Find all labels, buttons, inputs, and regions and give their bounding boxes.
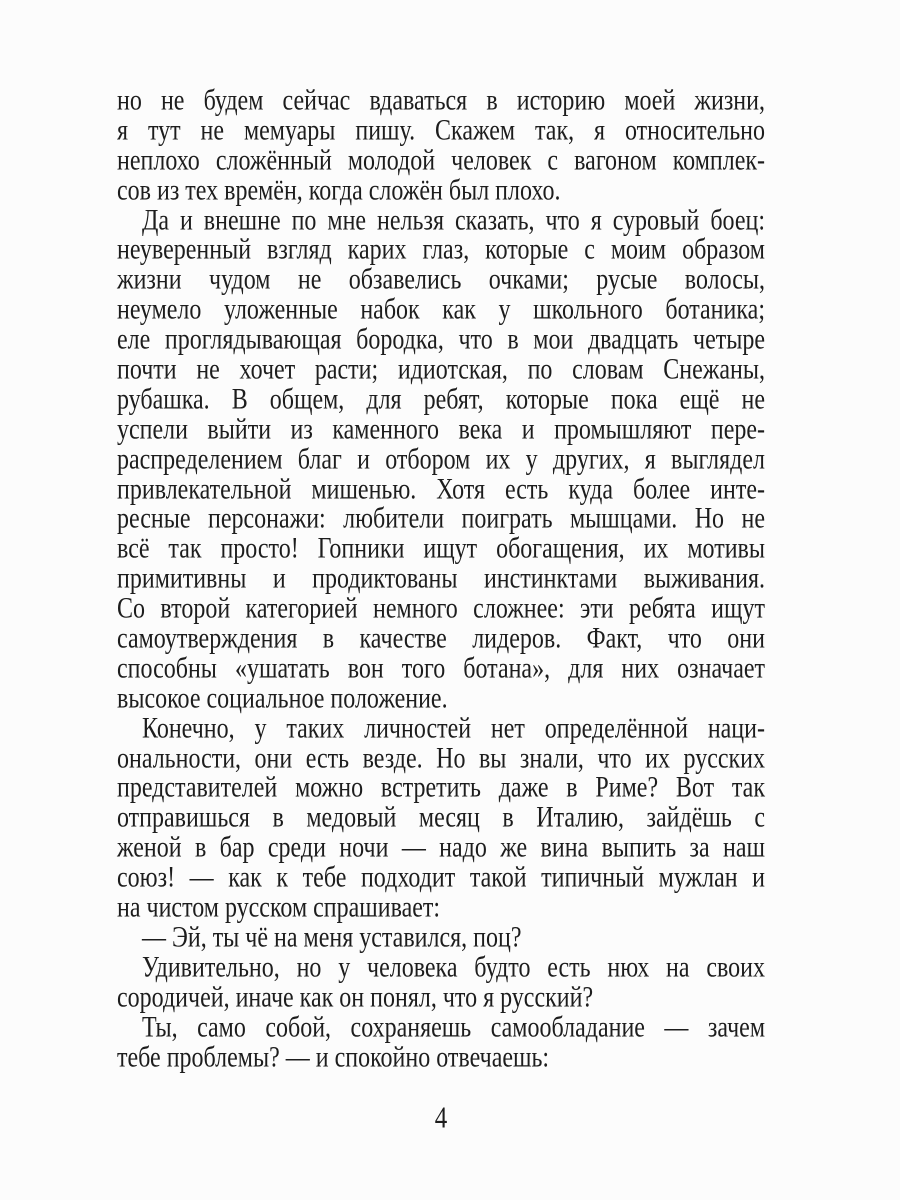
text-line: на чистом русском спрашивает: — [117, 891, 441, 924]
paragraph — [117, 712, 765, 924]
text-block — [117, 84, 765, 1074]
paragraph — [117, 921, 765, 954]
text-line: ресные персонажи: любители поиграть мышцами. Но не — [117, 503, 765, 536]
text-line: Со второй категорией немного сложнее: эти ребята ищут — [117, 593, 765, 625]
text-line: привлекательной мишенью. Хотя есть куда более инте- — [117, 473, 765, 506]
paragraph — [117, 204, 765, 715]
page-number: 4 — [434, 1101, 448, 1135]
text-line: отправишься в медовый месяц в Италию, зайдёшь с — [117, 802, 765, 835]
text-line: — Эй, ты чё на меня уставился, поц? — [142, 921, 522, 954]
text-line: Ты, само собой, сохраняешь самообладание — зачем — [142, 1011, 765, 1044]
text-line: почти не хочет расти; идиотская, по словам Снежаны, — [117, 353, 765, 386]
text-line: неуверенный взгляд карих глаз, которые с моим образом — [117, 234, 765, 267]
text-line: союз! — как к тебе подходит такой типичный мужлан и — [117, 862, 765, 894]
paragraph — [117, 1011, 765, 1074]
text-line: еле проглядывающая бородка, что в мои двадцать четыре — [117, 324, 765, 356]
text-line: женой в бар среди ночи — надо же вина выпить за наш — [117, 832, 765, 864]
text-line: Конечно, у таких личностей нет определённой наци- — [142, 712, 765, 745]
text-line: жизни чудом не обзавелись очками; русые волосы, — [117, 264, 765, 296]
text-line: рубашка. В общем, для ребят, которые пока ещё не — [117, 383, 765, 416]
text-line: всё так просто! Гопники ищут обогащения, их мотивы — [117, 533, 765, 566]
text-line: самоутверждения в качестве лидеров. Факт, что они — [117, 622, 765, 655]
text-line: неумело уложенные набок как у школьного ботаника; — [117, 294, 765, 326]
text-line: высокое социальное положение. — [117, 682, 448, 715]
text-line: сородичей, иначе как он понял, что я русский? — [117, 981, 594, 1014]
text-line: представителей можно встретить даже в Риме? Вот так — [117, 772, 765, 805]
text-line: сов из тех времён, когда сложён был плохо. — [117, 174, 561, 207]
text-line: успели выйти из каменного века и промышляют пере- — [117, 413, 765, 446]
paragraph — [117, 84, 765, 207]
text-line: ональности, они есть везде. Но вы знали, что их русских — [117, 742, 765, 775]
text-line: неплохо сложённый молодой человек с вагоном комплек- — [117, 144, 765, 177]
text-line: я тут не мемуары пишу. Скажем так, я относительно — [117, 114, 765, 147]
text-line: примитивны и продиктованы инстинктами выживания. — [117, 563, 765, 595]
text-line: тебе проблемы? — и спокойно отвечаешь: — [117, 1041, 550, 1074]
text-line: Да и внешне по мне нельзя сказать, что я суровый боец: — [142, 204, 765, 237]
text-line: Удивительно, но у человека будто есть нюх на своих — [142, 951, 765, 984]
text-line: распределением благ и отбором их у других, я выглядел — [117, 443, 765, 476]
text-line: но не будем сейчас вдаваться в историю моей жизни, — [117, 84, 765, 117]
paragraph — [117, 951, 765, 1014]
text-line: способны «ушатать вон того ботана», для них означает — [117, 652, 765, 685]
